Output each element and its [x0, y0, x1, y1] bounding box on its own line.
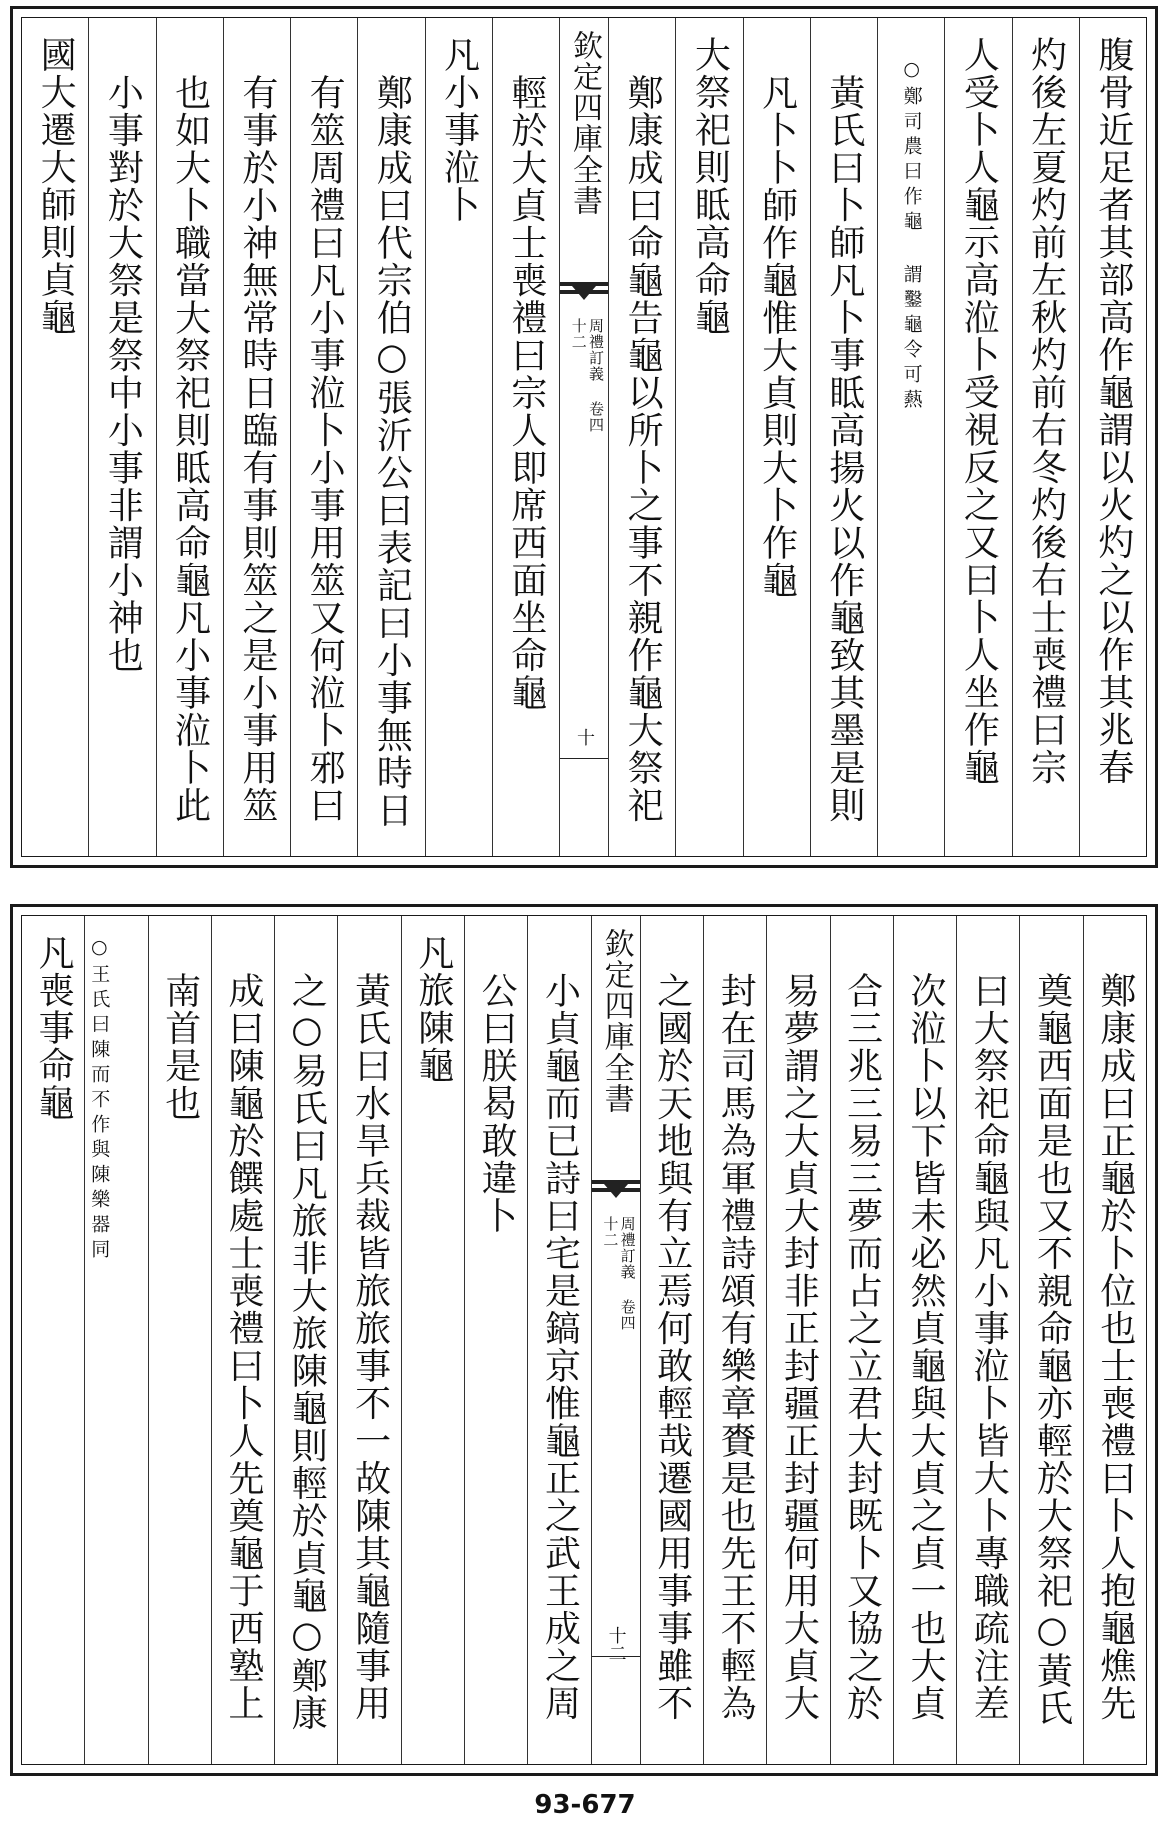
text-column: 封在司馬為軍禮詩頌有樂章賚是也先王不輕為	[703, 916, 766, 1764]
text-column: 次涖卜以下皆未必然貞龜與大貞之貞一也大貞	[893, 916, 956, 1764]
heading-column: 凡喪事命龜	[33, 934, 75, 1122]
chapter-label: 周禮訂義 卷四十二	[569, 318, 605, 433]
text-column: 鄭康成曰命龜告龜以所卜之事不親作龜大祭祀	[608, 18, 675, 856]
fishtail-ornament	[592, 1174, 640, 1202]
heading-column: 凡旅陳龜	[401, 916, 464, 1764]
text-column: 成曰陳龜於饌處士喪禮曰卜人先奠龜于西塾上	[211, 916, 274, 1764]
folio-number: 十	[574, 728, 595, 746]
text-column: 之國於天地與有立焉何敢輕哉遷國用事事雖不	[640, 916, 703, 1764]
chapter-label: 周禮訂義 卷四十二	[601, 1216, 637, 1331]
text-column: 腹骨近足者其部高作龜謂以火灼之以作其兆春	[1079, 18, 1146, 856]
book-spine-center	[591, 916, 640, 1764]
lower-page-columns	[21, 915, 1147, 1765]
text-column: 黃氏曰卜師凡卜事眡高揚火以作龜致其墨是則	[810, 18, 877, 856]
upper-page	[10, 6, 1158, 868]
text-column: 黃氏曰水旱兵裁皆旅旅事不一故陳其龜隨事用	[337, 916, 400, 1764]
text-column: 鄭康成曰正龜於卜位也士喪禮曰卜人抱龜燋先	[1083, 916, 1146, 1764]
text-column: 凡卜卜師作龜惟大貞則大卜作龜	[743, 18, 810, 856]
text-column: 也如大卜職當大祭祀則眡高命龜凡小事涖卜此	[156, 18, 223, 856]
heading-column: 大祭祀則眡高命龜	[675, 18, 742, 856]
text-column: 曰大祭祀命龜與凡小事涖卜皆大卜專職疏注差	[956, 916, 1019, 1764]
book-spine-center	[559, 18, 608, 856]
text-column: 人受卜人龜示高涖卜受視反之又曰卜人坐作龜	[944, 18, 1011, 856]
heading-column: 凡小事涖卜	[425, 18, 492, 856]
text-column: 合三兆三易三夢而占之立君大封既卜又協之於	[830, 916, 893, 1764]
page-number: 93-677	[534, 1790, 636, 1820]
text-column: 有筮周禮曰凡小事涖卜小事用筮又何涖卜邪曰	[290, 18, 357, 856]
annotation-column: ○鄭司農曰作龜 謂鑿龜令可爇	[877, 18, 944, 856]
text-column: 有事於小神無常時日臨有事則筮之是小事用筮	[223, 18, 290, 856]
text-column: 易夢謂之大貞大封非正封疆正封疆何用大貞大	[766, 916, 829, 1764]
book-title: 欽定四庫全書	[567, 30, 602, 216]
lower-page	[10, 904, 1158, 1776]
text-column: 南首是也	[148, 916, 211, 1764]
annotation-column: ○王氏曰陳而不作與陳樂器同	[84, 916, 147, 1764]
book-title: 欽定四庫全書	[598, 928, 634, 1114]
heading-column: 國大遷大師則貞龜	[35, 36, 77, 336]
text-column: 公曰朕曷敢違卜	[464, 916, 527, 1764]
text-column: 小貞龜而已詩曰宅是鎬京惟龜正之武王成之周	[527, 916, 590, 1764]
fishtail-ornament	[560, 276, 608, 304]
text-column: 輕於大貞士喪禮曰宗人即席西面坐命龜	[492, 18, 559, 856]
text-column: 鄭康成曰代宗伯○張沂公曰表記曰小事無時日	[357, 18, 424, 856]
text-column: 灼後左夏灼前左秋灼前右冬灼後右士喪禮曰宗	[1012, 18, 1079, 856]
text-column: 奠龜西面是也又不親命龜亦輕於大祭祀○黃氏	[1019, 916, 1082, 1764]
upper-page-columns	[21, 17, 1147, 857]
text-column: 之○易氏曰凡旅非大旅陳龜則輕於貞龜○鄭康	[274, 916, 337, 1764]
folio-number: 十二	[605, 1626, 627, 1662]
text-column: 小事對於大祭是祭中小事非謂小神也	[88, 18, 155, 856]
